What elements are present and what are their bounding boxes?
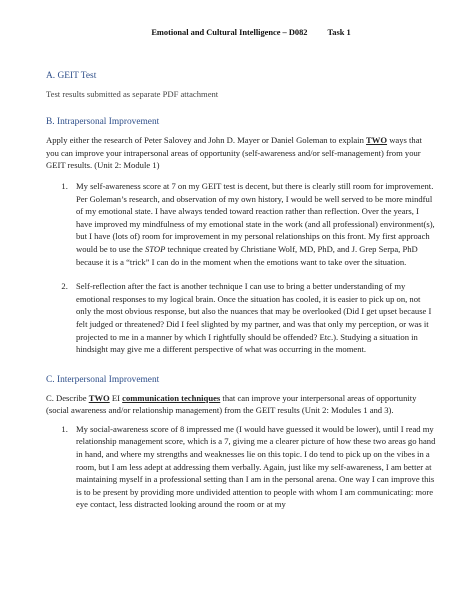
task-label: Task 1 xyxy=(327,28,351,37)
list-item: 1. My social-awareness score of 8 impressed me (I would have guessed it would be lower), until I read my relationship management score, which is a 7, giving me a clearer picture of how these two areas go hand in hand, and where my strengths and weaknesses lie on this topic. I do tend to pick up on the vibes in a room, but I am less adept at addressing them verbally. Again, just like my self-awareness, I am better at maintaining myself in a professional setting than I am in the personal arena. One way I can improve this is to be present by providing more undivided attention to people with whom I am communicating: more eye contact, less distracted looking around the room or at my xyxy=(70,423,436,511)
prompt-emphasis: TWO xyxy=(366,135,388,146)
prompt-emphasis: TWO xyxy=(88,392,110,403)
section-b-heading: B. Intrapersonal Improvement xyxy=(46,117,160,128)
prompt-emphasis: communication techniques xyxy=(122,392,221,403)
prompt-text: that can improve your interpersonal areas of opportunity (social awareness and/or relationship management) from the GEIT results (Unit 2: Modules 1 and 3). xyxy=(46,392,417,416)
section-b-prompt xyxy=(46,134,436,172)
prompt-text: EI xyxy=(109,392,123,403)
prompt-text: ways that you can improve your intrapersonal areas of opportunity (self-awareness and/or self-management) from your GEIT results. (Unit 2: Module 1) xyxy=(46,135,422,171)
list-item: 2. Self-reflection after the fact is another technique I can use to bring a better understanding of my emotional responses to my logical brain. Once the situation has cooled, it is easier to pick up on, not only the most obvious response, but also the nuances that may be overlooked (Did I get upset because I felt judged or threatened? Did I feel slighted by my partner, and was that only my perception, or was it projected to me in a manner by which I rightfully should be offended? Etc.). Studying a situation in hindsight may give me a different perspective of what was occurring in the moment. xyxy=(70,280,436,356)
prompt-text: Apply either the research of Peter Salovey and John D. Mayer or Daniel Goleman to explain xyxy=(46,135,367,146)
list-item xyxy=(70,180,436,268)
stop-technique-emphasis: STOP xyxy=(144,243,166,254)
prompt-text: C. Describe xyxy=(46,392,89,403)
list-item-text: My self-awareness score at 7 on my GEIT test is decent, but there is clearly still room for improvement. Per Goleman’s research, and observation of my own history, I would be well served to be more mindful of my emotional state. I have always tended toward reaction rather than reflection. Over the years, I have improved my mindfulness of my emotional state in the work (and all professional) environment(s), but I have (lots of) room for improvement in my personal relationships on this front. My first approach would be to use the xyxy=(76,180,435,254)
section-c-prompt xyxy=(46,392,436,417)
section-a-heading: A. GEIT Test xyxy=(46,70,97,81)
page-header xyxy=(66,27,436,40)
section-c-heading: C. Interpersonal Improvement xyxy=(46,374,160,385)
list-item-text: technique created by Christiane Wolf, MD, PhD, and J. Grep Serpa, PhD because it is a “trick” I can do in the moment when the emotions want to take over the situation. xyxy=(76,243,418,267)
section-c-list xyxy=(46,423,436,511)
section-a-text: Test results submitted as separate PDF attachment xyxy=(46,88,219,99)
section-b-list xyxy=(46,180,436,356)
document-title: Emotional and Cultural Intelligence – D082 xyxy=(151,28,308,37)
